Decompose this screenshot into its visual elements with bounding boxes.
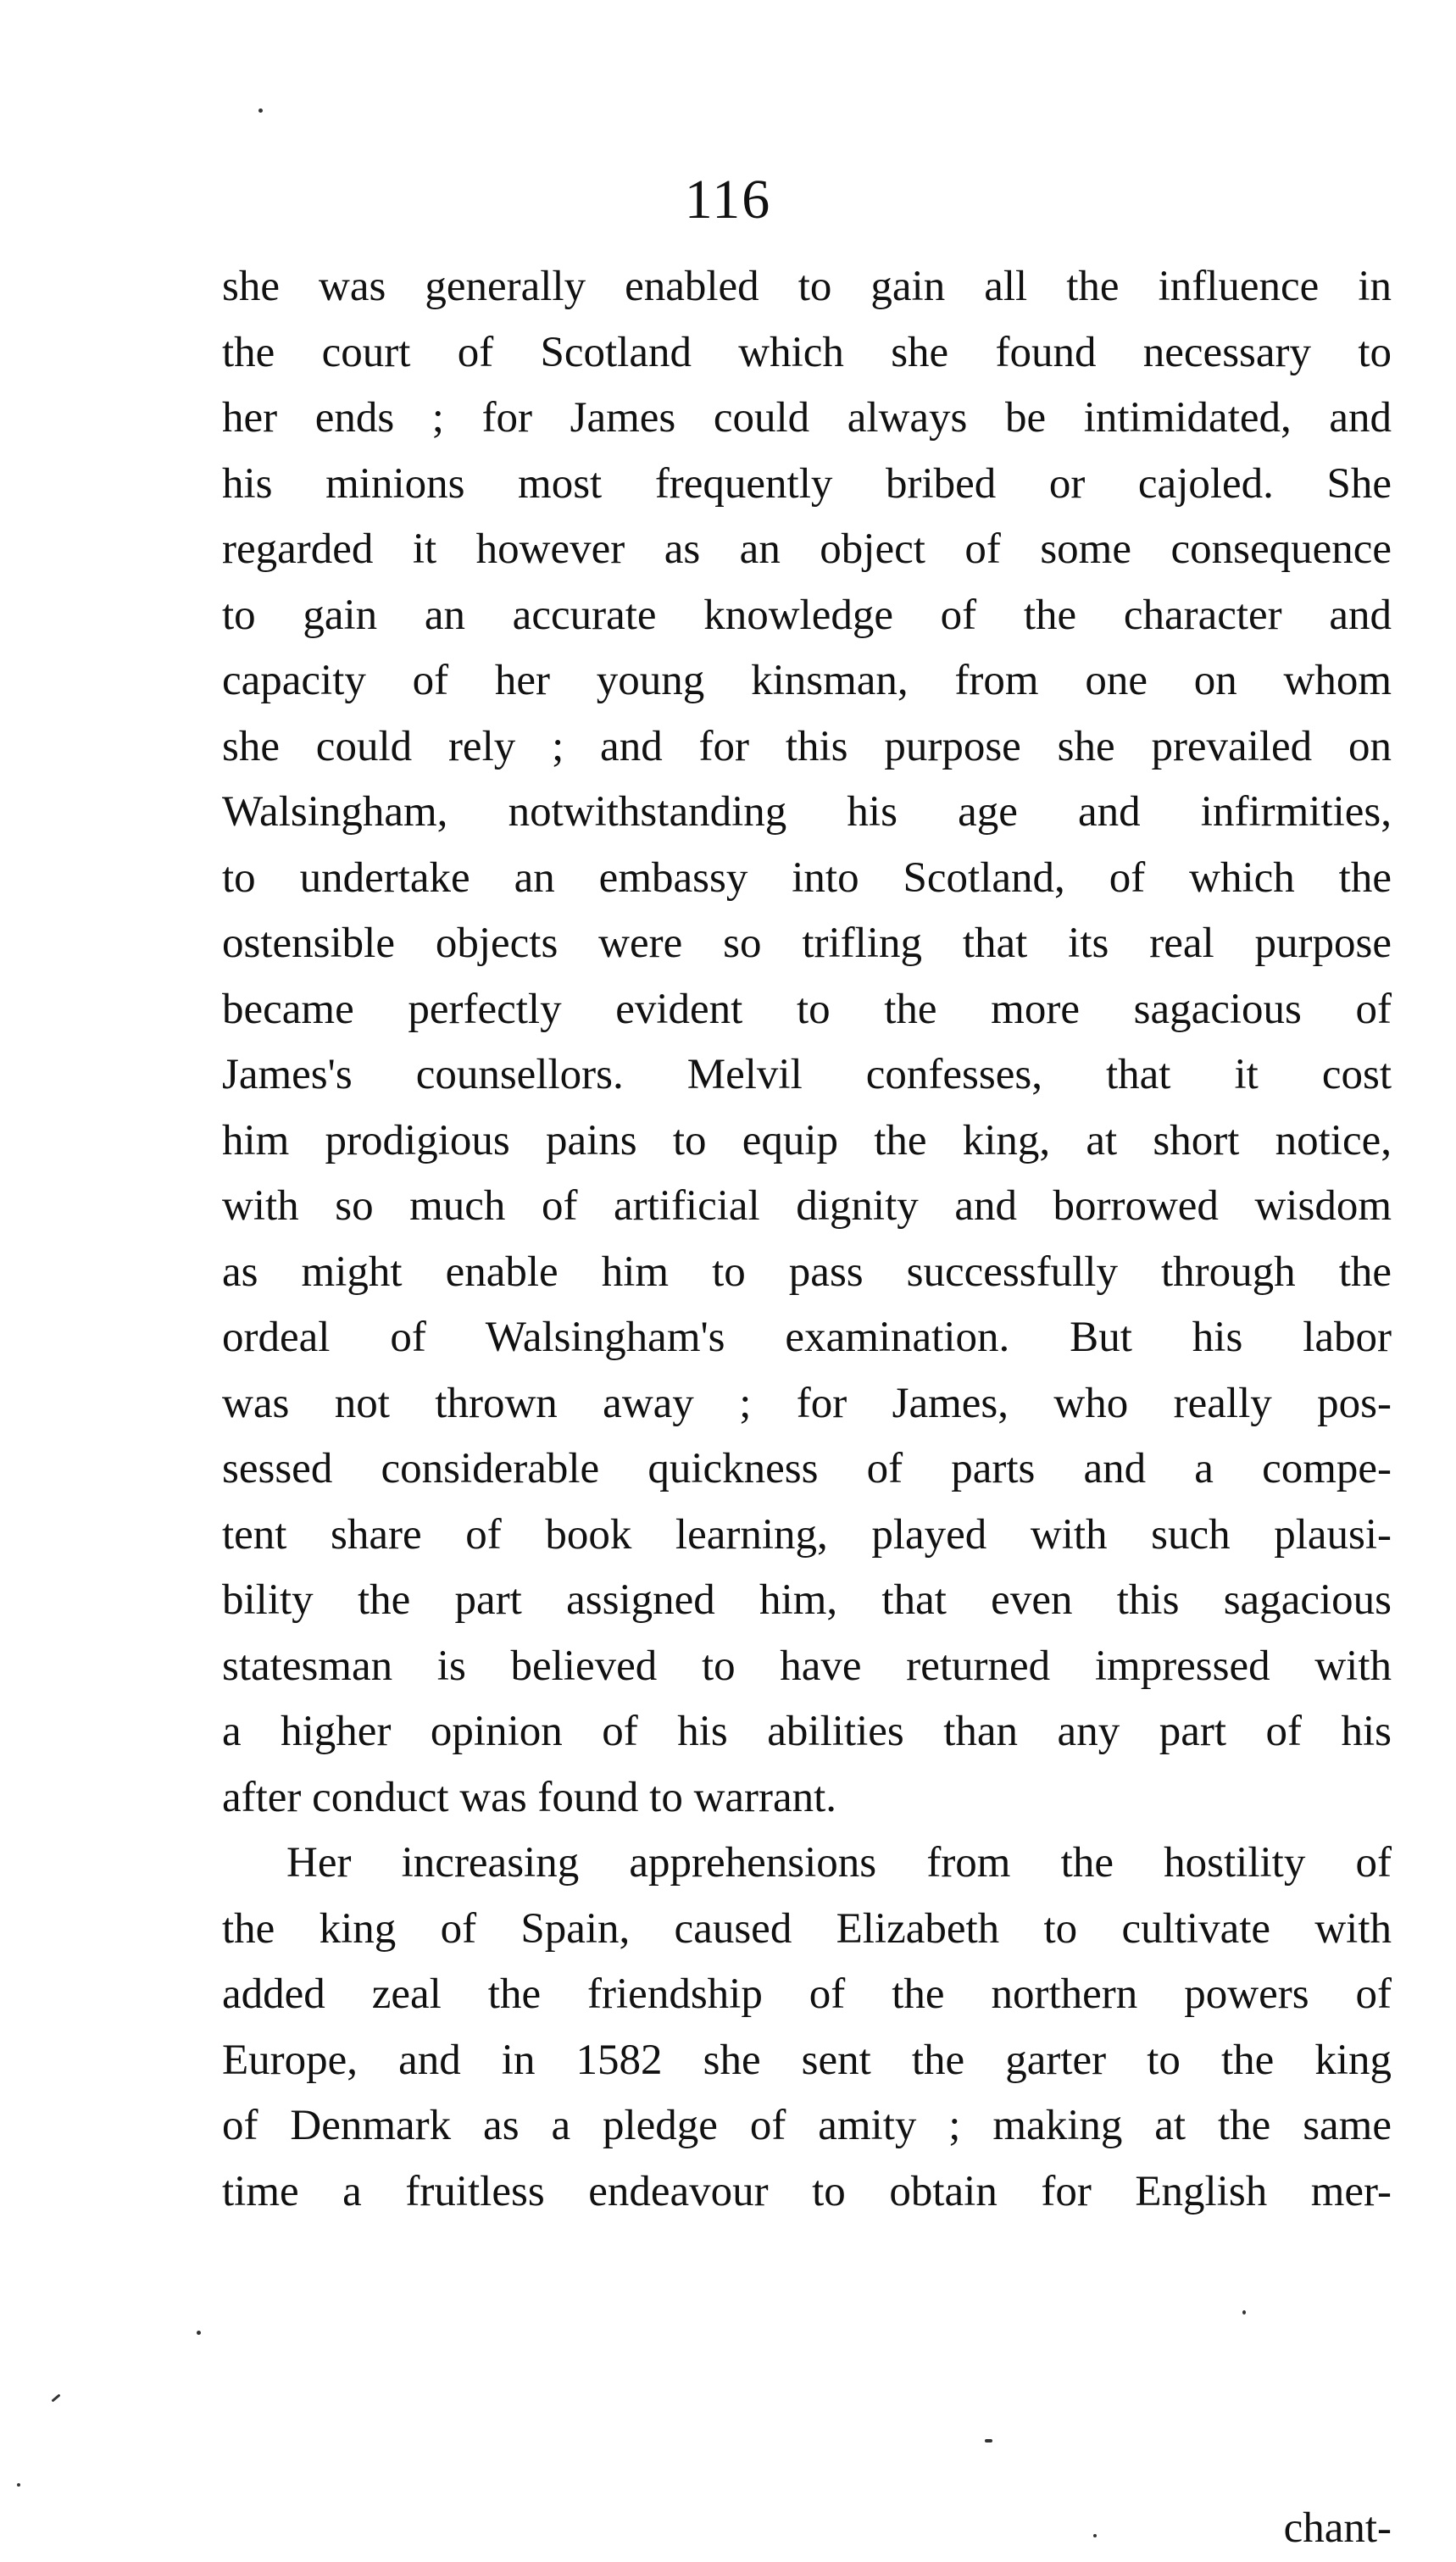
text-line: a higher opinion of his abilities than any part of his: [222, 1708, 1392, 1755]
text-line: her ends ; for James could always be intimidated, and: [222, 394, 1392, 442]
text-line: added zeal the friendship of the northern powers of: [222, 1970, 1392, 2018]
text-line: regarded it however as an object of some consequence: [222, 525, 1392, 573]
text-line: James's counsellors. Melvil confesses, that it cost: [222, 1051, 1392, 1098]
print-speck: [1242, 2310, 1246, 2315]
text-line: ostensible objects were so trifling that its real purpose: [222, 920, 1392, 967]
paragraph-2: [222, 1831, 1392, 2225]
text-line: the court of Scotland which she found necessary to: [222, 328, 1392, 376]
text-line: his minions most frequently bribed or cajoled. She: [222, 459, 1392, 508]
text-line: him prodigious pains to equip the king, at short notice,: [222, 1116, 1392, 1164]
catchword: chant-: [1283, 2504, 1392, 2552]
text-line: after conduct was found to warrant.: [222, 1773, 837, 1821]
text-line: to gain an accurate knowledge of the character and: [222, 591, 1392, 639]
print-speck: [1093, 2534, 1097, 2537]
text-line: tent share of book learning, played with such plausi-: [222, 1510, 1392, 1559]
text-line: was not thrown away ; for James, who really pos-: [222, 1379, 1392, 1427]
body-text: [222, 254, 1392, 2552]
paragraph-1: [222, 254, 1392, 1831]
print-speck: [985, 2439, 992, 2443]
text-line: Walsingham, notwithstanding his age and infirmities,: [222, 788, 1392, 836]
text-line: of Denmark as a pledge of amity ; making at the same: [222, 2102, 1392, 2149]
text-line: Her increasing apprehensions from the hostility of: [286, 1839, 1392, 1887]
print-speck: [258, 108, 263, 113]
text-line: Europe, and in 1582 she sent the garter to the king: [222, 2036, 1392, 2084]
text-line: the king of Spain, caused Elizabeth to cultivate with: [222, 1904, 1392, 1953]
text-line: she was generally enabled to gain all the influence in: [222, 263, 1392, 310]
text-line: bility the part assigned him, that even this sagacious: [222, 1576, 1392, 1624]
text-line: she could rely ; and for this purpose she prevailed on: [222, 722, 1392, 770]
text-line: with so much of artificial dignity and borrowed wisdom: [222, 1182, 1392, 1230]
page-number: 116: [684, 169, 772, 231]
print-speck: [51, 2393, 60, 2402]
text-line: statesman is believed to have returned impressed with: [222, 1642, 1392, 1690]
text-line: capacity of her young kinsman, from one on whom: [222, 657, 1392, 704]
text-line: ordeal of Walsingham's examination. But his labor: [222, 1314, 1392, 1361]
print-speck: [197, 2331, 201, 2335]
print-speck: [17, 2483, 20, 2487]
text-line: became perfectly evident to the more sagacious of: [222, 985, 1392, 1033]
text-line: time a fruitless endeavour to obtain for English mer-: [222, 2167, 1392, 2215]
text-line: to undertake an embassy into Scotland, of which the: [222, 853, 1392, 902]
text-line: sessed considerable quickness of parts and a compe-: [222, 1445, 1392, 1492]
text-line: as might enable him to pass successfully through the: [222, 1248, 1392, 1296]
